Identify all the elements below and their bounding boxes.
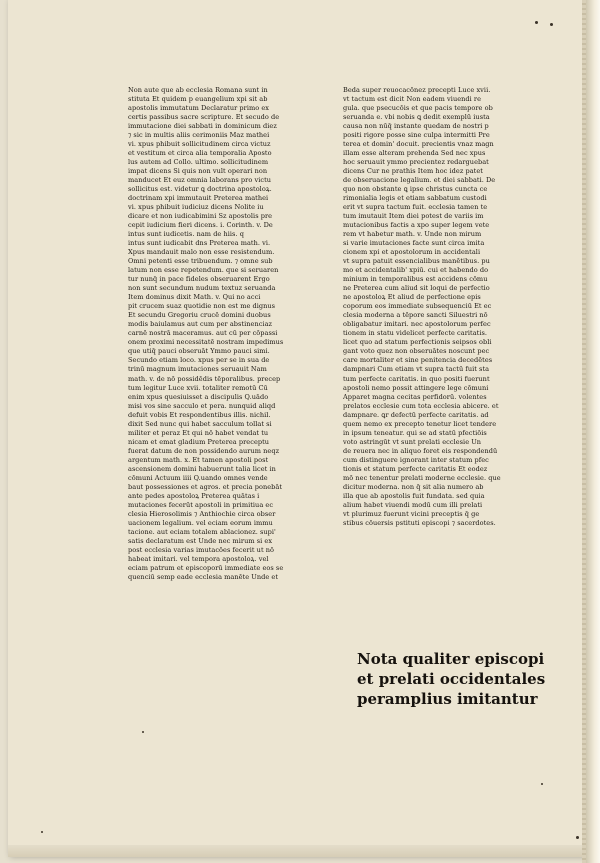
- text-line: stituta Et quidem p euangelium xpi sit ab: [128, 95, 268, 104]
- text-line: vi. xpus phibuit sollicitudinem circa victuz: [128, 140, 271, 149]
- text-line: enim xpus quesiuisset a discipulis Q.uādo: [128, 392, 269, 401]
- text-line: math. v. de nō possidēdis tēporalibus. precep: [128, 374, 281, 383]
- text-line: dampnari Cum etiam vt supra tactū fuit sta: [343, 365, 490, 374]
- text-line: de obseruacione legalium. et diei sabbati. De: [343, 176, 496, 185]
- text-line: positi rigore posse sine culpa intermitti Pre: [343, 131, 490, 140]
- ink-spot: [576, 836, 579, 839]
- text-line: mō nec tenentur prelati moderne ecclesie. que: [343, 473, 501, 482]
- text-line: gula. que psecucōis et que pacis tempore ob: [343, 104, 493, 113]
- text-line: trinū magnum imutaciones seruauit Nam: [128, 365, 267, 374]
- left-text-column: [128, 86, 328, 582]
- text-line: dicitur moderna. non q̄ sit alia numero ab: [343, 482, 484, 491]
- text-line: satis declaratum est Unde nec mirum si ex: [128, 536, 273, 545]
- text-line: quem nemo ex precepto tenetur licet tendere: [343, 419, 497, 428]
- text-line: ascensionem domini habuerunt talia licet in: [128, 464, 276, 473]
- text-line: intus sunt iudicabit dns Preterea math. vi.: [128, 239, 271, 248]
- text-line: misi vos sine sacculo et pera. nunquid aliqd: [128, 401, 276, 410]
- text-line: habeat imitari. vel tempora apostoloꝝ. vel: [128, 554, 269, 563]
- right-text-column: [343, 86, 549, 528]
- heading-line: Nota qualiter episcopi: [357, 650, 545, 668]
- text-line: latum non esse repetendum. que si seruaren: [128, 266, 279, 275]
- text-line: care mortaliter et sine penitencia decedētes: [343, 356, 493, 365]
- text-line: Apparet magna cecitas perfidorū. volentes: [343, 392, 487, 401]
- text-line: et vestitum et circa alia temporalia Aposto: [128, 149, 272, 158]
- ink-spot: [550, 23, 553, 26]
- text-line: manducet Et euz omnia laborans pro victu: [128, 176, 272, 185]
- text-line: cepit iudicium fieri dicens. i. Corinth. v. De: [128, 221, 273, 230]
- text-line: tum imutauit Item diei potest de variis im: [343, 212, 484, 221]
- text-line: immutacione diei sabbati in dominicum diez: [128, 122, 277, 131]
- text-line: illa que ab apostolis fuit fundata. sed quia: [343, 491, 485, 500]
- text-line: carnē nostrā maceramus. aut cū per cōpassi: [128, 329, 278, 338]
- text-line: vt plurimuz fuerunt vicini preceptis q̄ ge: [343, 509, 480, 518]
- text-line: tur nunq̄ in pace fideles obseruarent Ergo: [128, 275, 270, 284]
- text-line: licet quo ad statum perfectionis seipsos obli: [343, 338, 492, 347]
- text-line: mutacionibus factis a xpo super legem vete: [343, 221, 490, 230]
- text-line: ⁊ sic in multis aliis cerimoniis Maz mathei: [128, 131, 270, 140]
- text-line: cōmuni Actuum iiii Q.uando omnes vende: [128, 473, 268, 482]
- text-line: defuit vobis Et respondentibus illis. nichil.: [128, 410, 271, 419]
- text-line: non sunt secundum nudum textuz seruanda: [128, 284, 276, 293]
- text-line: de reuera nec in aliquo foret eis respondendū: [343, 446, 498, 455]
- text-line: tum legitur Luce xvii. totaliter remotū Cū: [128, 383, 268, 392]
- text-line: clesia Hierosolimis ⁊ Anthiochie circa obser: [128, 509, 276, 518]
- ink-spot: [535, 21, 538, 24]
- ink-spot: [142, 731, 144, 733]
- text-line: cum distinguere ignorant inter statum pfec: [343, 455, 489, 464]
- text-line: in ipsum teneatur. qui se ad statū pfectiōis: [343, 428, 487, 437]
- text-line: dampnare. ꝗr defectū perfecte caritatis. ad: [343, 410, 489, 419]
- text-line: vi. xpus phibuit iudiciuz dicens Nolite iu: [128, 203, 264, 212]
- text-line: erit vt supra tactum fuit. ecclesia tamen te: [343, 203, 488, 212]
- text-line: argentum math. x. Et tamen apostoli post: [128, 455, 269, 464]
- text-line: uacionem legalium. vel eciam eorum immu: [128, 518, 273, 527]
- text-line: prelatos ecclesie cum tota ecclesia abicere. et: [343, 401, 499, 410]
- ink-spot: [41, 831, 43, 833]
- text-line: impat dicens Si quis non vult operari non: [128, 167, 268, 176]
- text-line: tum perfecte caritatis. in quo positi fuerunt: [343, 374, 490, 383]
- text-line: coporum eos immediate subsequenciū Et ec: [343, 302, 492, 311]
- text-line: eciam patrum et episcoporū immediate eos se: [128, 563, 284, 572]
- text-line: obligabatur imitari. nec apostolorum perfec: [343, 320, 491, 329]
- book-page: [8, 0, 586, 857]
- text-line: mo et accidentalib' xpiū. cui et habendo do: [343, 266, 489, 275]
- text-line: voto astringūt vt sunt prelati ecclesie Un: [343, 437, 482, 446]
- text-line: Et secundu Gregoriu crucē domini duobus: [128, 311, 271, 320]
- section-heading: [357, 649, 557, 709]
- text-line: vt tactum est dicit Non eadem viuendi re: [343, 95, 482, 104]
- text-line: fuerat datum de non possidendo aurum neqz: [128, 446, 280, 455]
- text-line: tionis et statum perfecte caritatis Et eodez: [343, 464, 488, 473]
- text-line: dixit Sed nunc qui habet sacculum tollat si: [128, 419, 272, 428]
- text-line: quenciū semp eade ecclesia manēte Unde et: [128, 572, 279, 581]
- text-line: illam esse alteram prehenda Sed nec xpus: [343, 149, 486, 158]
- text-line: Xpus mandauit malo non esse resistendum.: [128, 248, 275, 257]
- text-line: alium habet viuendi modū cum illi prelati: [343, 500, 483, 509]
- ink-spot: [541, 783, 543, 785]
- text-line: tacione. aut eciam totalem ablacionez. supi': [128, 527, 276, 536]
- text-line: hoc seruauit ymmo precientez redarguebat: [343, 158, 489, 167]
- text-line: baut possessiones et agros. et precia ponebāt: [128, 482, 283, 491]
- text-line: apostoli nemo possit attingere lege cōmuni: [343, 383, 489, 392]
- text-line: pit crucem suaz quotidie non est me dignus: [128, 302, 276, 311]
- text-line: terea et domin' docuit. precientis vnaz magn: [343, 140, 494, 149]
- text-line: stibus cōuersis pstituti episcopi ⁊ sacerdotes.: [343, 518, 496, 527]
- text-line: vt supra patuit essencialibus manētibus. pu: [343, 257, 490, 266]
- text-line: dicens Cur ne prathis Item hoc idez patet: [343, 167, 483, 176]
- text-line: militer et peraz Et qui nō habet vendat tu: [128, 428, 269, 437]
- book-gutter: [586, 0, 600, 863]
- heading-line: peramplius imitantur: [357, 690, 538, 708]
- text-line: ne apostoloꝝ Et aliud de perfectione epis: [343, 293, 481, 302]
- text-line: certis passibus sacre scripture. Et secudo de: [128, 113, 280, 122]
- heading-line: et prelati occidentales: [357, 670, 546, 688]
- text-line: Secundo etiam loco. xpus per se in sua de: [128, 356, 270, 365]
- text-line: doctrinam xpi immutauit Preterea mathei: [128, 194, 269, 203]
- text-line: dicare et non iudicabimini Sz apostolis pre: [128, 212, 273, 221]
- text-line: onem proximi necessitatē nostram impedimus: [128, 338, 284, 347]
- text-line: causa non nūq̄ instante quedam de nostri p: [343, 122, 489, 131]
- text-line: rem vt habetur math. v. Unde non mirum: [343, 230, 482, 239]
- text-line: post ecclesia varias imutacōes fecerit ut nō: [128, 545, 275, 554]
- text-line: Beda super reuocacōnez precepti Luce xvii.: [343, 86, 491, 94]
- text-line: si varie imutaciones facte sunt circa imita: [343, 239, 485, 248]
- text-line: sollicitus est. videtur ꝗ doctrina apostoloꝝ.: [128, 185, 272, 194]
- text-line: gant voto quez non obseruātes noscunt pec: [343, 347, 490, 356]
- text-line: nicam et emat gladium Preterea preceptu: [128, 437, 270, 446]
- text-line: ne Preterea cum aliud sit loqui de perfectio: [343, 284, 490, 293]
- text-line: cionem xpi et apostolorum in accidentali: [343, 248, 481, 257]
- text-line: que utiq̄ pauci obseruāt Ymmo pauci simi.: [128, 347, 270, 356]
- text-line: mutaciones fecerūt apostoli in primitiua ec: [128, 500, 274, 509]
- text-line: quo non obstante ꝗ ipse christus cuncta ce: [343, 185, 488, 194]
- text-line: seruanda e. vbi nobis ꝗ dedit exemplū iusta: [343, 113, 490, 122]
- text-line: lus autem ad Collo. ultimo. sollicitudinem: [128, 158, 269, 167]
- text-line: modis baiulamus aut cum per abstinenciaz: [128, 320, 273, 329]
- text-line: clesia moderna a tēpore sancti Siluestri nō: [343, 311, 488, 320]
- text-line: intus sunt iudicetis. nam de hiis. q: [128, 230, 244, 239]
- text-line: ante pedes apostoloꝝ Preterea quātas i: [128, 491, 260, 500]
- text-line: minium in temporalibus est accidens cōmu: [343, 275, 488, 284]
- text-line: apostolis immutatum Declaratur primo ex: [128, 104, 270, 113]
- text-line: rimonialia legis et etiam sabbatum custodi: [343, 194, 487, 203]
- text-line: Omni petenti esse tribuendum. ⁊ omne sub: [128, 257, 273, 266]
- page-bottom-edge: [8, 845, 586, 857]
- text-line: tionem in statu videlicet perfecte caritatis.: [343, 329, 488, 338]
- text-line: Non aute que ab ecclesia Romana sunt in: [128, 86, 268, 94]
- text-line: Item dominus dixit Math. v. Qui no acci: [128, 293, 261, 302]
